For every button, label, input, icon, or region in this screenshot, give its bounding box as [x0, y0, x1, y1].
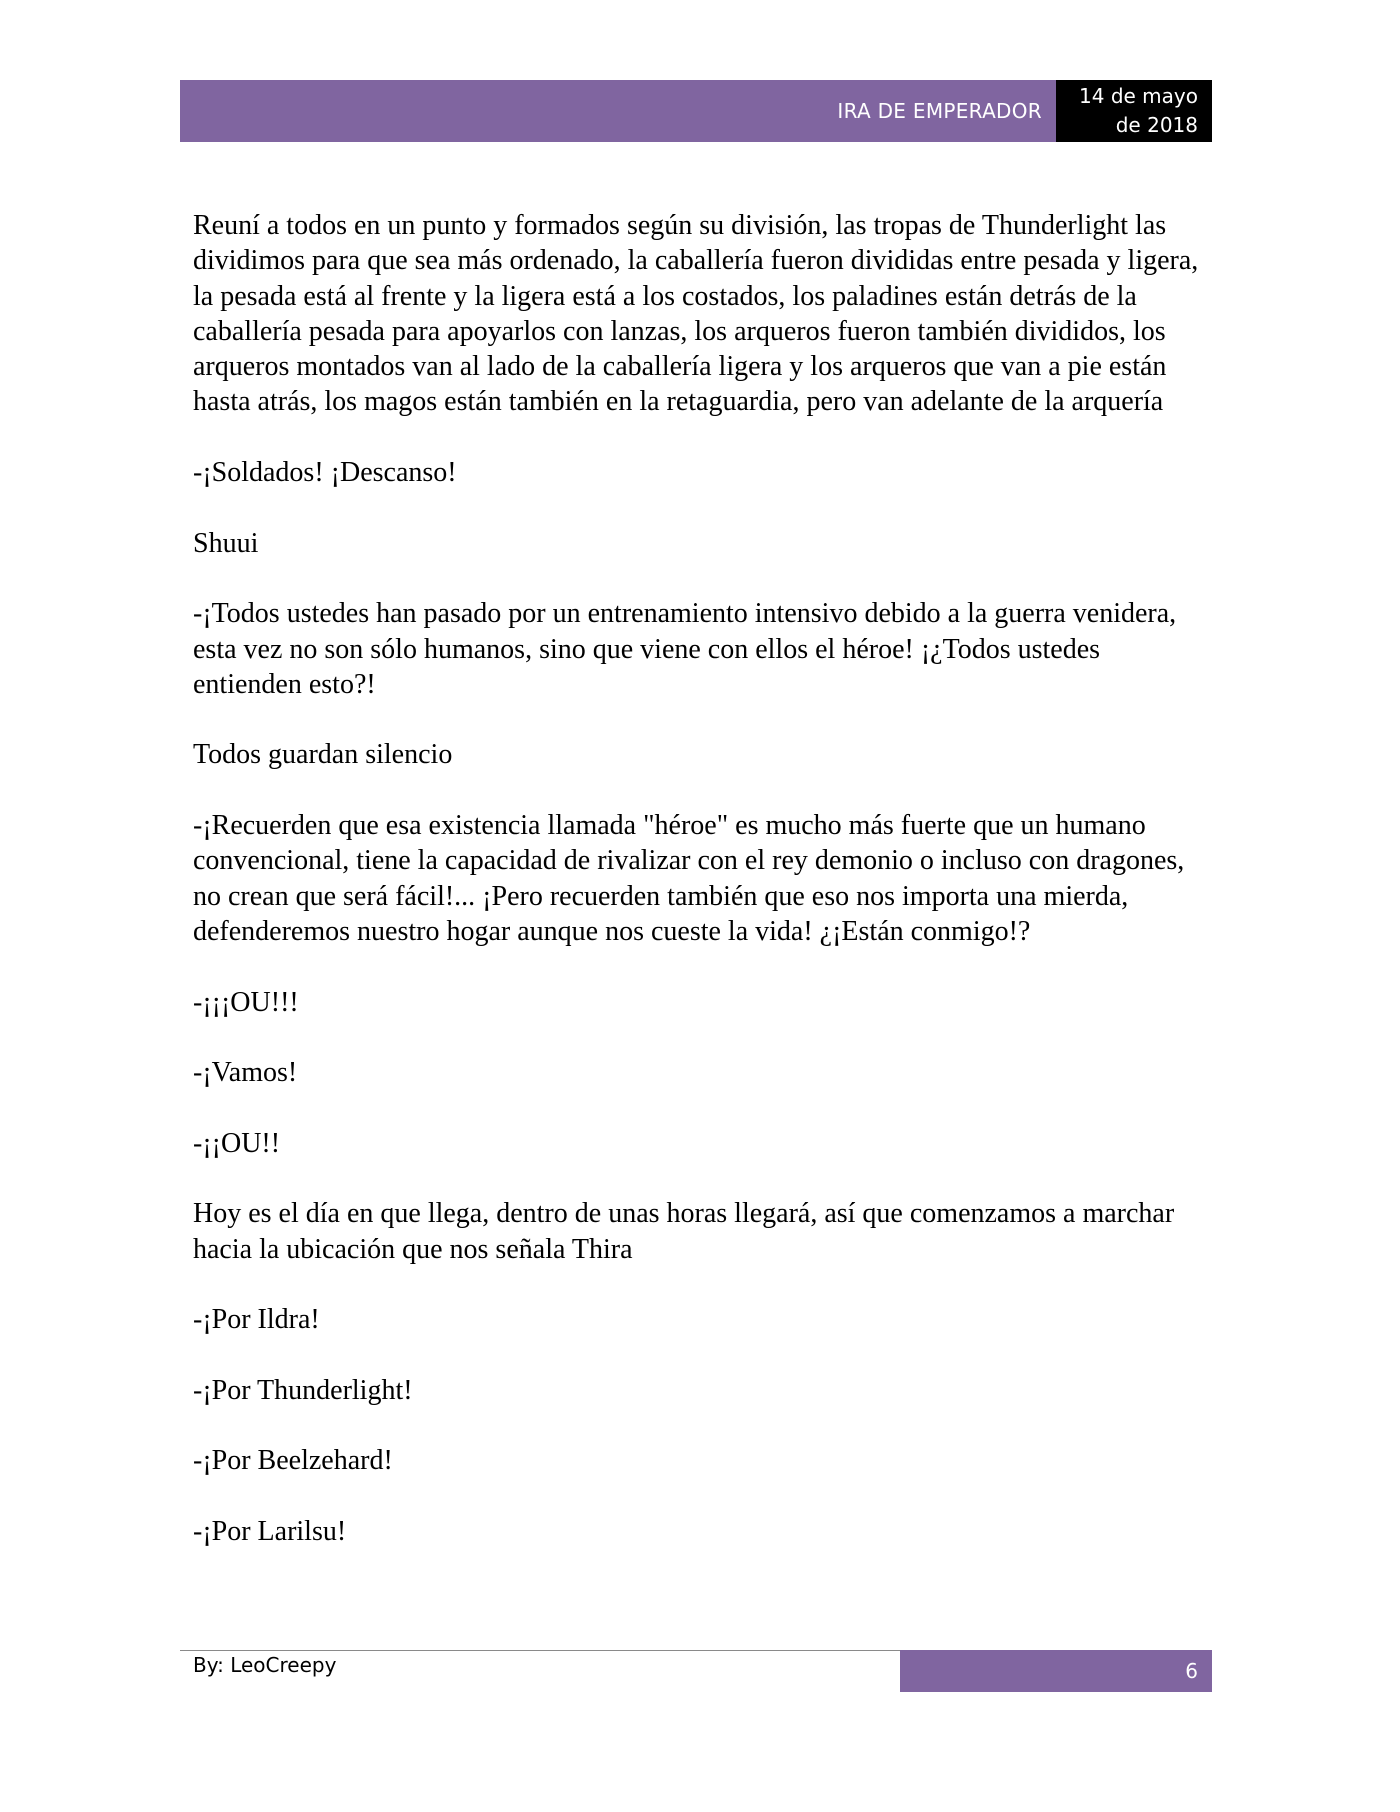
paragraph: Hoy es el día en que llega, dentro de unas horas llegará, así que comenzamos a marchar hacia la ubicación que nos señala Thira — [193, 1198, 1175, 1265]
paragraph: Todos guardan silencio — [193, 739, 453, 771]
page-number: 6 — [1185, 1659, 1198, 1683]
document-title: IRA DE EMPERADOR — [837, 99, 1042, 123]
date-line-2: de 2018 — [1115, 113, 1198, 137]
paragraph: -¡Soldados! ¡Descanso! — [193, 457, 457, 489]
paragraph: -¡Por Ildra! — [193, 1304, 320, 1336]
paragraph: -¡¡¡OU!!! — [193, 986, 299, 1018]
date-line-1: 14 de mayo — [1079, 84, 1198, 108]
paragraph: -¡Por Larilsu! — [193, 1515, 347, 1547]
paragraph: -¡Vamos! — [193, 1057, 298, 1089]
footer-divider — [180, 1650, 900, 1651]
paragraph: -¡Por Thunderlight! — [193, 1374, 413, 1406]
paragraph: -¡Todos ustedes han pasado por un entrenamiento intensivo debido a la guerra venidera, esta vez no son sólo humanos, sino que viene con ellos el héroe! ¡¿Todos ustedes entienden esto?! — [193, 598, 1177, 700]
paragraph: -¡¡OU!! — [193, 1127, 281, 1159]
header-bar — [180, 80, 1056, 142]
footer-bar — [900, 1650, 1212, 1692]
paragraph: -¡Recuerden que esa existencia llamada "héroe" es mucho más fuerte que un humano convencional, tiene la capacidad de rivalizar con el rey demonio o incluso con dragones, no crean que será fácil!... ¡Pero recuerden también que eso nos importa una mierda, defenderemos nuestro hogar aunque nos cueste la vida! ¿¡Están conmigo!? — [193, 810, 1185, 947]
paragraph: Shuui — [193, 527, 259, 559]
paragraph: Reuní a todos en un punto y formados según su división, las tropas de Thunderlight las dividimos para que sea más ordenado, la caballería fueron divididas entre pesada y ligera, la pesada está al frente y la ligera está a los costados, los paladines están detrás de la caballería pesada para apoyarlos con lanzas, los arqueros fueron también divididos, los arqueros montados van al lado de la caballería ligera y los arqueros que van a pie están hasta atrás, los magos están también en la retaguardia, pero van adelante de la arquería — [193, 210, 1199, 418]
page-body — [193, 208, 1203, 1585]
paragraph: -¡Por Beelzehard! — [193, 1445, 393, 1477]
footer-author: By: LeoCreepy — [193, 1653, 337, 1677]
header-date — [1056, 80, 1212, 142]
